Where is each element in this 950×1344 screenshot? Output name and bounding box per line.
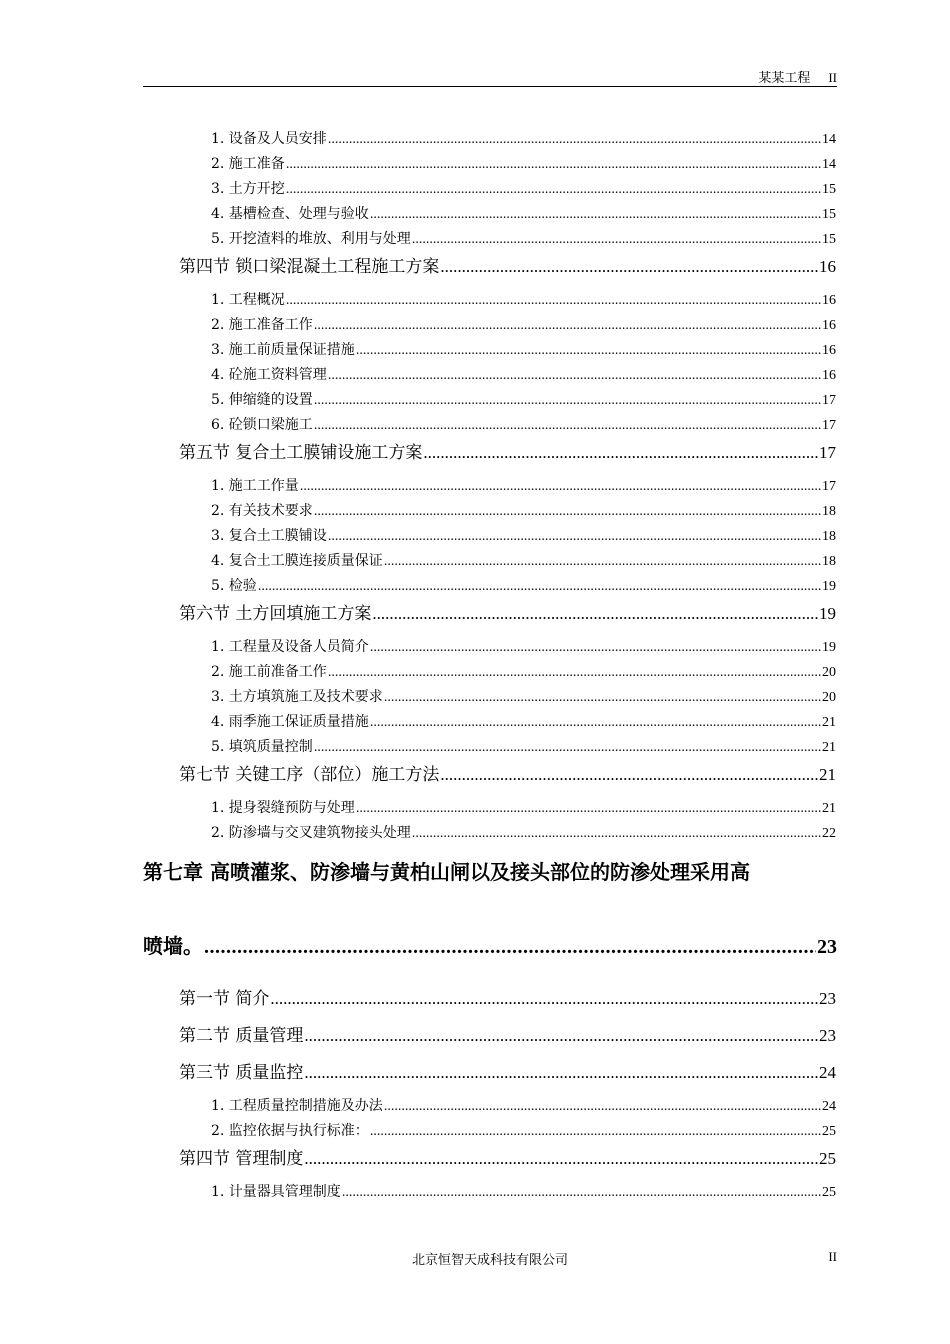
toc-leader-dots xyxy=(300,479,821,495)
toc-leader-dots xyxy=(286,157,821,173)
toc-leader-dots xyxy=(286,182,821,198)
toc-entry-title: 1. 工程质量控制措施及办法 xyxy=(211,1098,383,1114)
toc-entry-title: 3. 施工前质量保证措施 xyxy=(211,342,355,358)
toc-subsection-entry[interactable] xyxy=(211,1095,836,1115)
toc-entry-title: 2. 施工准备 xyxy=(211,156,285,172)
toc-leader-dots xyxy=(384,554,821,570)
toc-leader-dots xyxy=(440,257,818,277)
toc-entry-page: 18 xyxy=(822,529,836,544)
page-footer xyxy=(143,1249,837,1267)
header-doc-title: 某某工程 xyxy=(758,71,811,86)
toc-leader-dots xyxy=(314,740,821,756)
toc-subsection-entry[interactable] xyxy=(211,178,836,198)
page-header xyxy=(143,66,837,87)
toc-entry-page: 14 xyxy=(822,132,836,147)
toc-entry-title: 第一节 简介 xyxy=(179,989,270,1009)
toc-entry-page: 24 xyxy=(819,1063,836,1082)
toc-subsection-entry[interactable] xyxy=(211,314,836,334)
toc-section-entry[interactable] xyxy=(179,760,836,785)
toc-subsection-entry[interactable] xyxy=(211,289,836,309)
toc-entry-page: 19 xyxy=(819,604,836,623)
toc-leader-dots xyxy=(304,1063,818,1083)
toc-entry-title: 4. 基槽检查、处理与验收 xyxy=(211,206,369,222)
toc-entry-title: 2. 监控依据与执行标准： xyxy=(211,1123,369,1139)
toc-subsection-entry[interactable] xyxy=(211,128,836,148)
toc-leader-dots xyxy=(356,343,821,359)
toc-leader-dots xyxy=(384,1099,821,1115)
toc-entry-title: 4. 复合土工膜连接质量保证 xyxy=(211,553,383,569)
toc-leader-dots xyxy=(440,765,818,785)
toc-entry-title: 第二节 质量管理 xyxy=(179,1026,304,1046)
toc-entry-page: 23 xyxy=(817,936,837,958)
footer-page-number: II xyxy=(828,1249,837,1264)
toc-entry-page: 23 xyxy=(819,989,836,1008)
toc-entry-page: 16 xyxy=(822,318,836,333)
toc-entry-title: 5. 伸缩缝的设置 xyxy=(211,392,313,408)
toc-entry-title: 5. 开挖渣料的堆放、利用与处理 xyxy=(211,231,411,247)
toc-entry-page: 16 xyxy=(819,257,836,276)
toc-leader-dots xyxy=(370,207,821,223)
toc-subsection-entry[interactable] xyxy=(211,153,836,173)
toc-entry-page: 14 xyxy=(822,157,836,172)
toc-entry-page: 17 xyxy=(822,418,836,433)
toc-subsection-entry[interactable] xyxy=(211,228,836,248)
toc-entry-title: 第三节 质量监控 xyxy=(179,1063,304,1083)
toc-subsection-entry[interactable] xyxy=(211,364,836,384)
toc-subsection-entry[interactable] xyxy=(211,414,836,434)
toc-entry-page: 25 xyxy=(822,1124,836,1139)
toc-subsection-entry[interactable] xyxy=(211,500,836,520)
header-page-number: II xyxy=(828,70,837,85)
toc-entry-title: 第六节 土方回填施工方案 xyxy=(179,604,372,624)
toc-entry-page: 17 xyxy=(819,443,836,462)
toc-leader-dots xyxy=(258,579,821,595)
toc-entry-title: 第五节 复合土工膜铺设施工方案 xyxy=(179,443,423,463)
toc-entry-page: 19 xyxy=(822,579,836,594)
toc-entry-title: 第七节 关键工序（部位）施工方法 xyxy=(179,765,440,785)
toc-leader-dots xyxy=(412,232,821,248)
toc-leader-dots xyxy=(384,690,821,706)
toc-leader-dots xyxy=(304,1026,818,1046)
toc-entry-title: 第四节 锁口梁混凝土工程施工方案 xyxy=(179,257,440,277)
toc-leader-dots xyxy=(270,989,818,1009)
toc-chapter-title-line1[interactable] xyxy=(143,856,837,885)
toc-section-entry[interactable] xyxy=(179,1144,836,1169)
toc-entry-title: 1. 工程概况 xyxy=(211,292,285,308)
toc-subsection-entry[interactable] xyxy=(211,711,836,731)
toc-leader-dots xyxy=(328,529,821,545)
toc-entry-title: 第四节 管理制度 xyxy=(179,1149,304,1169)
toc-entry-page: 15 xyxy=(822,182,836,197)
toc-entry-title: 1. 提身裂缝预防与处理 xyxy=(211,800,355,816)
toc-entry-page: 25 xyxy=(819,1149,836,1168)
toc-subsection-entry[interactable] xyxy=(211,636,836,656)
toc-subsection-entry[interactable] xyxy=(211,1120,836,1140)
toc-leader-dots xyxy=(328,368,821,384)
toc-leader-dots xyxy=(204,936,816,959)
toc-subsection-entry[interactable] xyxy=(211,661,836,681)
toc-leader-dots xyxy=(286,293,821,309)
toc-entry-page: 21 xyxy=(819,765,836,784)
toc-entry-page: 18 xyxy=(822,554,836,569)
toc-leader-dots xyxy=(314,418,821,434)
toc-leader-dots xyxy=(370,640,821,656)
toc-entry-title: 2. 有关技术要求 xyxy=(211,503,313,519)
toc-entry-title: 4. 砼施工资料管理 xyxy=(211,367,327,383)
toc-subsection-entry[interactable] xyxy=(211,1181,836,1201)
toc-entry-title: 1. 工程量及设备人员简介 xyxy=(211,639,369,655)
toc-entry-title: 3. 土方填筑施工及技术要求 xyxy=(211,689,383,705)
toc-entry-title: 4. 雨季施工保证质量措施 xyxy=(211,714,369,730)
toc-section-entry[interactable] xyxy=(179,1058,836,1083)
toc-entry-page: 16 xyxy=(822,293,836,308)
toc-section-entry[interactable] xyxy=(179,599,836,624)
toc-subsection-entry[interactable] xyxy=(211,389,836,409)
toc-entry-page: 15 xyxy=(822,232,836,247)
toc-leader-dots xyxy=(356,801,821,817)
toc-subsection-entry[interactable] xyxy=(211,339,836,359)
toc-entry-page: 19 xyxy=(822,640,836,655)
toc-entry-page: 20 xyxy=(822,665,836,680)
toc-entry-page: 25 xyxy=(822,1185,836,1200)
toc-subsection-entry[interactable] xyxy=(211,550,836,570)
toc-entry-title: 5. 填筑质量控制 xyxy=(211,739,313,755)
toc-subsection-entry[interactable] xyxy=(211,822,836,842)
toc-entry-title: 2. 防渗墙与交叉建筑物接头处理 xyxy=(211,825,411,841)
toc-entry-title: 喷墙。 xyxy=(143,934,203,958)
toc-section-entry[interactable] xyxy=(179,984,836,1009)
toc-subsection-entry[interactable] xyxy=(211,686,836,706)
toc-subsection-entry[interactable] xyxy=(211,475,836,495)
toc-entry-page: 16 xyxy=(822,368,836,383)
toc-entry-page: 21 xyxy=(822,801,836,816)
toc-entry-page: 16 xyxy=(822,343,836,358)
toc-entry-title: 6. 砼锁口梁施工 xyxy=(211,417,313,433)
toc-leader-dots xyxy=(412,826,821,842)
toc-entry-title: 1. 设备及人员安排 xyxy=(211,131,327,147)
header-text xyxy=(758,67,837,86)
toc-entry-title: 2. 施工前准备工作 xyxy=(211,664,327,680)
toc-entry-page: 21 xyxy=(822,740,836,755)
toc-section-entry[interactable] xyxy=(179,438,836,463)
toc-leader-dots xyxy=(328,665,821,681)
toc-section-entry[interactable] xyxy=(179,1021,836,1046)
toc-leader-dots xyxy=(314,393,821,409)
toc-subsection-entry[interactable] xyxy=(211,525,836,545)
toc-entry-title: 2. 施工准备工作 xyxy=(211,317,313,333)
toc-leader-dots xyxy=(314,318,821,334)
toc-subsection-entry[interactable] xyxy=(211,736,836,756)
toc-subsection-entry[interactable] xyxy=(211,797,836,817)
toc-entry-page: 17 xyxy=(822,393,836,408)
footer-company: 北京恒智天成科技有限公司 xyxy=(411,1253,568,1268)
toc-entry-title: 3. 土方开挖 xyxy=(211,181,285,197)
toc-entry-title: 3. 复合土工膜铺设 xyxy=(211,528,327,544)
toc-entry-page: 17 xyxy=(822,479,836,494)
toc-entry-page: 21 xyxy=(822,715,836,730)
toc-leader-dots xyxy=(370,715,821,731)
toc-section-entry[interactable] xyxy=(179,252,836,277)
toc-subsection-entry[interactable] xyxy=(211,575,836,595)
toc-subsection-entry[interactable] xyxy=(211,203,836,223)
toc-entry-title: 第七章 高喷灌浆、防渗墙与黄柏山闸以及接头部位的防渗处理采用高 xyxy=(143,860,750,884)
toc-leader-dots xyxy=(304,1149,818,1169)
toc-entry-title: 1. 施工工作量 xyxy=(211,478,299,494)
toc-chapter-title-line2[interactable] xyxy=(143,930,837,959)
toc-leader-dots xyxy=(423,443,818,463)
toc-leader-dots xyxy=(342,1185,821,1201)
toc-leader-dots xyxy=(370,1124,821,1140)
toc-leader-dots xyxy=(314,504,821,520)
toc-leader-dots xyxy=(328,132,821,148)
toc-leader-dots xyxy=(372,604,818,624)
toc-entry-page: 18 xyxy=(822,504,836,519)
toc-entry-title: 1. 计量器具管理制度 xyxy=(211,1184,341,1200)
toc-entry-page: 20 xyxy=(822,690,836,705)
toc-entry-page: 15 xyxy=(822,207,836,222)
toc-entry-page: 22 xyxy=(822,826,836,841)
toc-entry-page: 24 xyxy=(822,1099,836,1114)
toc-entry-title: 5. 检验 xyxy=(211,578,257,594)
toc-entry-page: 23 xyxy=(819,1026,836,1045)
